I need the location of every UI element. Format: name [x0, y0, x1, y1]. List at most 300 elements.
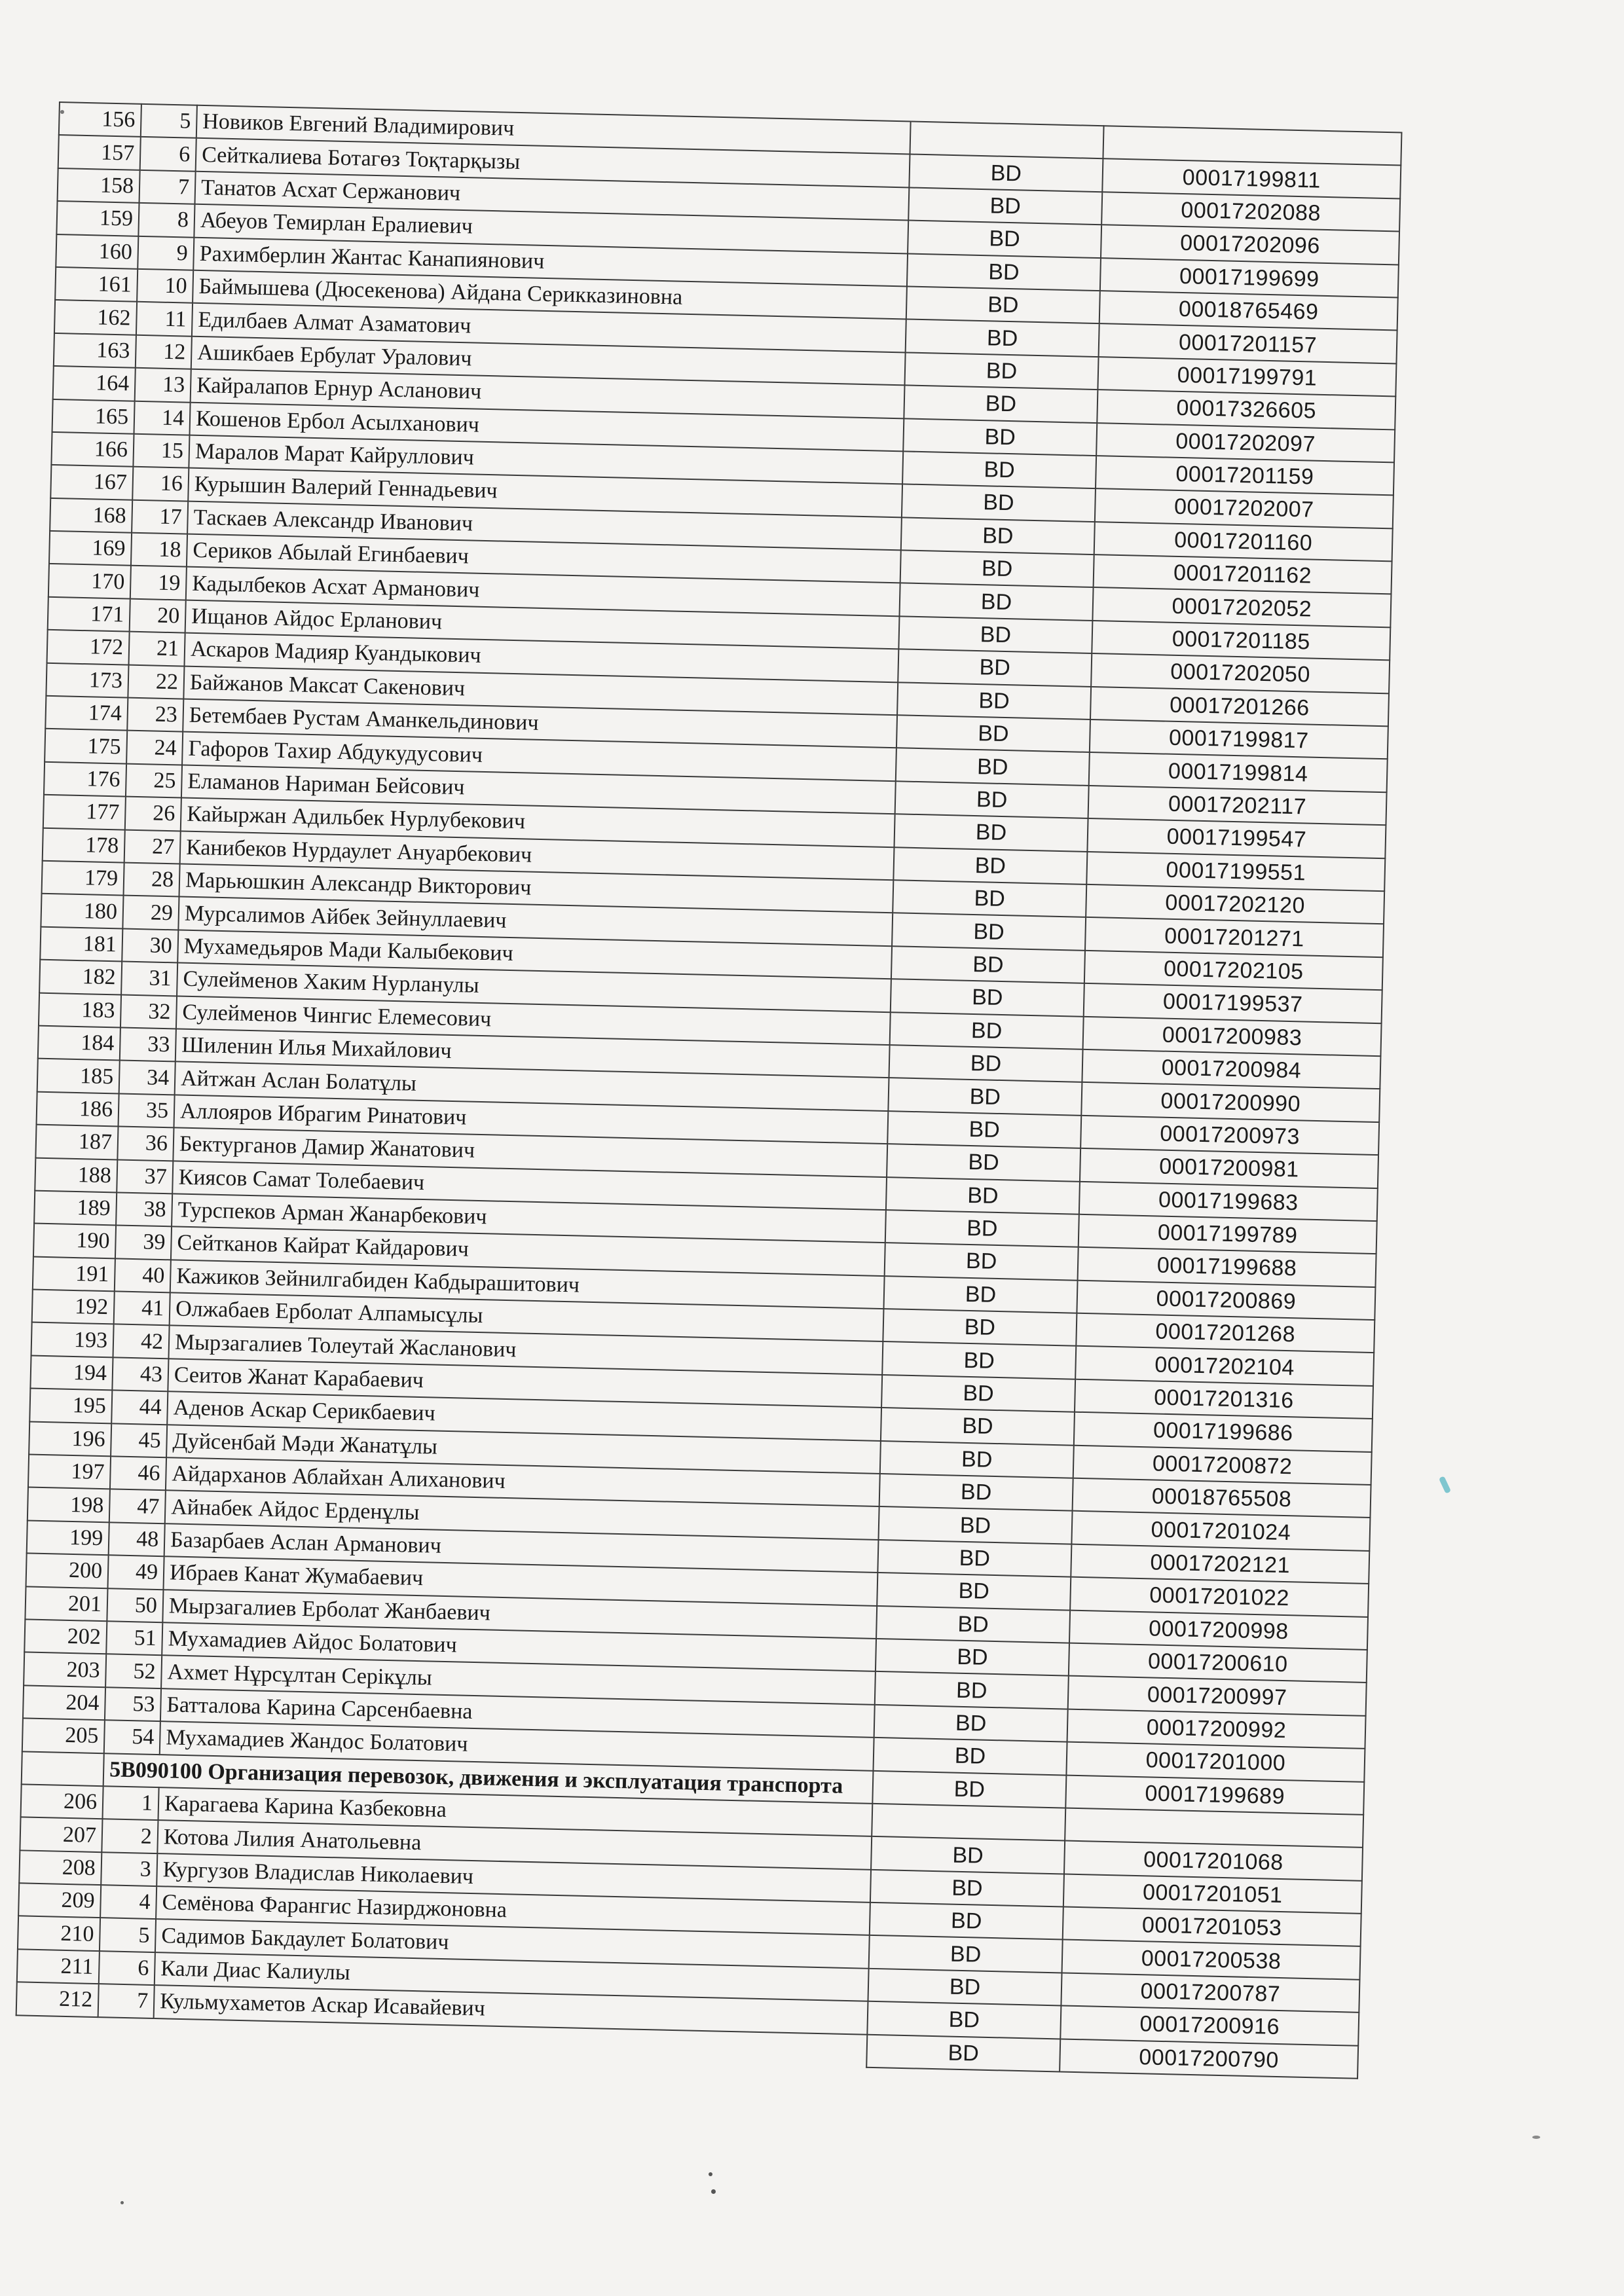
registration-number-cell: 00017202088: [1101, 192, 1400, 232]
row-number-cell: 156: [59, 102, 141, 137]
group-number-cell: 5: [100, 1918, 156, 1952]
code-cell: BD: [869, 1935, 1063, 1973]
group-number-cell: 25: [126, 763, 182, 797]
row-number-cell: 185: [37, 1059, 120, 1093]
student-name-cell: Шиленин Илья Михайлович: [175, 1029, 890, 1078]
registration-number-cell: 00017200990: [1081, 1082, 1380, 1122]
code-cell: BD: [893, 847, 1087, 884]
group-number-cell: 8: [138, 203, 194, 237]
student-name-cell: Еламанов Нариман Бейсович: [181, 765, 896, 814]
registration-number-cell: 00017201051: [1063, 1874, 1362, 1914]
row-number-cell: 161: [55, 267, 138, 302]
group-number-cell: 46: [110, 1456, 166, 1490]
group-number-cell: 43: [112, 1357, 168, 1391]
student-name-cell: Мухамедьяров Мади Калыбекович: [177, 930, 892, 979]
registration-number-cell: 00017200610: [1069, 1643, 1367, 1683]
code-cell: BD: [891, 979, 1084, 1016]
student-name-cell: Аденов Аскар Серикбаевич: [167, 1392, 881, 1441]
student-name-cell: Киясов Самат Толебаевич: [172, 1161, 887, 1210]
registration-number-cell: 00017202096: [1101, 225, 1399, 264]
student-name-cell: Едилбаев Алмат Азаматович: [192, 303, 906, 352]
row-number-cell: 177: [43, 795, 126, 829]
student-name-cell: Кали Диас Калиулы: [155, 1952, 869, 2001]
code-cell: BD: [883, 1309, 1077, 1346]
student-name-cell: Бектурганов Дамир Жанатович: [173, 1127, 887, 1176]
student-name-cell: Аллояров Ибрагим Ринатович: [174, 1095, 888, 1144]
row-number-cell: 163: [54, 333, 136, 368]
group-number-cell: 15: [133, 434, 189, 468]
row-number-cell: 174: [45, 696, 128, 731]
registration-number-cell: 00017199811: [1102, 159, 1401, 199]
group-number-cell: 44: [111, 1391, 168, 1425]
code-cell: BD: [871, 1836, 1065, 1874]
student-name-cell: Сулейменов Чингис Елемесович: [176, 996, 891, 1045]
code-cell: BD: [887, 1144, 1080, 1181]
section-number-cell: 00017199689: [1065, 1775, 1364, 1815]
student-name-cell: Ищанов Айдос Ерланович: [185, 600, 900, 649]
group-number-cell: 38: [116, 1192, 172, 1226]
code-cell: BD: [894, 814, 1088, 851]
code-cell: BD: [868, 1969, 1061, 2006]
student-name-cell: Абеуов Темирлан Ералиевич: [194, 204, 908, 253]
student-name-cell: Баймышева (Дюсекенова) Айдана Серикказиновна: [193, 270, 907, 319]
code-cell: BD: [880, 1441, 1074, 1478]
group-number-cell: 29: [122, 896, 179, 930]
group-number-cell: 7: [98, 1984, 155, 2018]
group-number-cell: 18: [131, 533, 187, 567]
row-number-cell: 169: [49, 531, 132, 566]
group-number-cell: 14: [134, 401, 191, 435]
registration-number-cell: 00017201160: [1094, 522, 1393, 562]
tail-empty-no: [16, 2015, 98, 2050]
code-cell: BD: [892, 913, 1086, 951]
student-name-cell: Айдарханов Аблайхан Алиханович: [166, 1457, 880, 1506]
group-number-cell: 6: [140, 137, 196, 171]
registration-number-cell: 00017201000: [1066, 1742, 1365, 1782]
code-cell: BD: [904, 386, 1098, 423]
student-name-cell: Кайралапов Ернур Асланович: [191, 369, 905, 418]
code-cell: BD: [889, 1045, 1082, 1082]
group-number-cell: 24: [126, 731, 183, 765]
group-number-cell: 11: [136, 302, 193, 336]
student-name-cell: Танатов Асхат Сержанович: [194, 172, 909, 221]
registration-number-cell: 00017199688: [1078, 1247, 1376, 1287]
code-cell: BD: [887, 1111, 1081, 1148]
scan-speck: [709, 2172, 712, 2176]
row-number-cell: 172: [47, 630, 130, 665]
row-number-cell: 165: [52, 399, 135, 433]
group-number-cell: 4: [100, 1885, 157, 1919]
student-name-cell: Сейткалиева Ботагөз Тоқтарқызы: [196, 138, 910, 187]
row-number-cell: 200: [26, 1554, 109, 1588]
code-cell: BD: [874, 1705, 1068, 1742]
student-name-cell: Котова Лилия Анатольевна: [157, 1820, 872, 1869]
code-cell: BD: [902, 451, 1096, 488]
group-number-cell: 37: [117, 1159, 173, 1194]
student-name-cell: Карагаева Карина Казбековна: [158, 1787, 872, 1836]
row-number-cell: 191: [33, 1256, 115, 1291]
registration-number-cell: 00017199791: [1098, 357, 1396, 397]
student-name-cell: Канибеков Нурдаулет Ануарбекович: [180, 831, 895, 880]
group-number-cell: 9: [138, 236, 194, 270]
row-number-cell: 198: [28, 1487, 110, 1522]
registration-number-cell: 00017201162: [1094, 555, 1392, 594]
group-number-cell: 52: [105, 1654, 162, 1688]
student-name-cell: Ахмет Нұрсұлтан Серікұлы: [161, 1656, 876, 1705]
registration-number-cell: 00017201268: [1076, 1313, 1375, 1353]
code-cell: BD: [904, 352, 1098, 390]
student-name-cell: Мурсалимов Айбек Зейнуллаевич: [178, 897, 893, 946]
code-cell: BD: [907, 253, 1101, 291]
code-cell: BD: [898, 616, 1092, 653]
registration-number-cell: 00017200538: [1062, 1940, 1361, 1980]
registration-number-cell: 00017201068: [1064, 1841, 1363, 1881]
register-rows-bottom: [16, 1784, 1363, 2045]
registration-number-cell: 00017201159: [1096, 456, 1394, 496]
registration-number-cell: 00017200983: [1083, 1016, 1382, 1056]
row-number-cell: 184: [38, 1026, 120, 1061]
group-number-cell: 51: [106, 1621, 162, 1655]
registration-number-cell: 00017200916: [1060, 2006, 1359, 2046]
registration-number-cell: 00017200973: [1080, 1116, 1379, 1156]
student-name-cell: Дуйсенбай Мәди Жанатұлы: [166, 1425, 881, 1474]
row-number-cell: 195: [29, 1389, 112, 1423]
tail-code-cell: BD: [866, 2034, 1060, 2071]
code-cell: BD: [895, 781, 1089, 818]
registration-number-cell: 00017199547: [1087, 818, 1386, 858]
code-cell: BD: [897, 682, 1091, 720]
code-cell: BD: [881, 1375, 1075, 1412]
code-cell: BD: [893, 880, 1086, 917]
row-number-cell: 211: [17, 1949, 100, 1984]
row-number-cell: 179: [42, 861, 124, 896]
registration-number-cell: 00017201271: [1085, 917, 1384, 957]
registration-number-cell: 00017202120: [1086, 884, 1384, 924]
code-cell: BD: [886, 1177, 1080, 1214]
row-number-cell: 164: [53, 366, 136, 401]
registration-number-cell: 00017201024: [1071, 1511, 1370, 1551]
row-number-cell: 196: [29, 1421, 111, 1456]
code-cell: BD: [899, 583, 1093, 621]
student-name-cell: Семёнова Фарангис Назирджоновна: [156, 1886, 870, 1935]
registration-number-cell: 00017200981: [1080, 1148, 1378, 1188]
registration-number-cell: 00017201185: [1092, 621, 1390, 661]
registration-number-cell: 00017201022: [1070, 1577, 1369, 1617]
code-cell: BD: [888, 1078, 1082, 1115]
row-number-cell: 178: [43, 828, 125, 862]
row-number-cell: 186: [37, 1091, 119, 1126]
row-number-cell: 166: [51, 432, 134, 467]
code-cell: BD: [881, 1408, 1075, 1445]
group-number-cell: 42: [113, 1324, 170, 1358]
section-blank-cell: [22, 1751, 104, 1786]
student-name-cell: Кульмухаметов Аскар Исавайевич: [154, 1985, 868, 2034]
tail-empty-sub: [97, 2017, 153, 2051]
group-number-cell: 13: [135, 368, 191, 402]
registration-number-cell: 00017202050: [1091, 653, 1390, 693]
row-number-cell: 160: [56, 234, 138, 269]
tail-number-cell: 00017200790: [1060, 2039, 1358, 2079]
code-cell: [910, 122, 1103, 159]
registration-number-cell: 00017201266: [1090, 687, 1389, 727]
registration-number-cell: 00017199817: [1090, 720, 1388, 759]
code-cell: BD: [875, 1671, 1069, 1709]
group-number-cell: 40: [115, 1258, 171, 1292]
register-rows-top: [22, 102, 1402, 1781]
group-number-cell: 7: [139, 170, 196, 204]
scanned-sheet: [15, 101, 1401, 2079]
code-cell: BD: [908, 187, 1102, 225]
registration-number-cell: 00017200872: [1073, 1445, 1372, 1485]
row-number-cell: 205: [22, 1719, 105, 1753]
group-number-cell: 19: [130, 566, 187, 600]
code-cell: BD: [885, 1243, 1079, 1280]
registration-number-cell: 00018765508: [1073, 1478, 1371, 1518]
row-number-cell: 175: [45, 729, 127, 763]
student-register-table: [15, 101, 1403, 2079]
student-name-cell: Кайыржан Адильбек Нурлубекович: [181, 798, 895, 847]
group-number-cell: 20: [130, 599, 186, 633]
group-number-cell: 6: [99, 1951, 155, 1985]
student-name-cell: Мухамадиев Жандос Болатович: [160, 1721, 874, 1770]
student-name-cell: Мырзагалиев Толеутай Жасланович: [168, 1326, 883, 1375]
student-name-cell: Олжабаев Ерболат Алпамысұлы: [170, 1292, 884, 1341]
student-name-cell: Сериков Абылай Егинбаевич: [187, 534, 901, 583]
row-number-cell: 212: [16, 1982, 99, 2017]
code-cell: BD: [876, 1639, 1069, 1676]
row-number-cell: 180: [41, 894, 123, 928]
scan-speck: [60, 110, 64, 114]
group-number-cell: 27: [124, 829, 181, 864]
group-number-cell: 49: [107, 1555, 164, 1589]
scan-speck: [120, 2201, 124, 2204]
row-number-cell: 202: [24, 1619, 107, 1654]
student-name-cell: Айтжан Аслан Болатұлы: [175, 1062, 889, 1111]
registration-number-cell: 00017202104: [1075, 1346, 1374, 1386]
registration-number-cell: 00017202121: [1071, 1544, 1369, 1584]
row-number-cell: 201: [25, 1586, 107, 1621]
code-cell: BD: [898, 649, 1092, 687]
row-number-cell: 197: [28, 1455, 111, 1489]
row-number-cell: 183: [39, 993, 121, 1027]
registration-number-cell: 00018765469: [1099, 291, 1398, 331]
registration-number-cell: 00017201316: [1075, 1379, 1373, 1419]
registration-number-cell: 00017199814: [1089, 752, 1388, 792]
group-number-cell: 36: [117, 1127, 174, 1161]
row-number-cell: 157: [58, 135, 141, 170]
registration-number-cell: 00017200984: [1082, 1049, 1380, 1089]
student-name-cell: Марьюшкин Александр Викторович: [179, 864, 893, 913]
group-number-cell: 5: [141, 104, 197, 138]
code-cell: BD: [896, 748, 1090, 786]
row-number-cell: 199: [27, 1520, 109, 1555]
group-number-cell: 21: [129, 632, 185, 666]
group-number-cell: 12: [136, 335, 192, 369]
registration-number-cell: 00017200998: [1069, 1610, 1368, 1650]
section-title: 5В090100 Организация перевозок, движения и эксплуатация транспорта: [103, 1753, 874, 1804]
student-name-cell: Кажиков Зейнилгабиден Кабдырашитович: [170, 1260, 885, 1309]
code-cell: BD: [877, 1573, 1071, 1610]
code-cell: BD: [901, 517, 1095, 555]
code-cell: BD: [876, 1606, 1070, 1643]
student-name-cell: Базарбаев Аслан Арманович: [164, 1523, 879, 1573]
code-cell: BD: [909, 155, 1103, 192]
registration-number-cell: 00017202052: [1092, 587, 1391, 627]
row-number-cell: 209: [18, 1883, 101, 1918]
row-number-cell: 206: [21, 1784, 103, 1819]
row-number-cell: 193: [31, 1322, 114, 1357]
code-cell: BD: [867, 2001, 1061, 2039]
row-number-cell: 170: [48, 564, 131, 598]
row-number-cell: 167: [50, 465, 133, 500]
student-name-cell: Новиков Евгений Владимирович: [196, 105, 911, 155]
code-cell: BD: [902, 484, 1096, 522]
student-name-cell: Рахимберлин Жантас Канапиянович: [193, 237, 908, 286]
code-cell: BD: [870, 1870, 1064, 1907]
code-cell: [872, 1804, 1065, 1841]
row-number-cell: 187: [35, 1125, 118, 1159]
student-name-cell: Ашикбаев Ербулат Уралович: [191, 336, 906, 385]
row-number-cell: 176: [44, 762, 126, 797]
scan-speck: [711, 2189, 716, 2194]
row-number-cell: 181: [40, 926, 122, 961]
group-number-cell: 23: [127, 698, 183, 732]
student-name-cell: Мухамадиев Айдос Болатович: [162, 1622, 876, 1671]
row-number-cell: 189: [34, 1190, 117, 1225]
student-name-cell: Бетембаев Рустам Аманкельдинович: [183, 699, 897, 748]
registration-number-cell: 00017202105: [1084, 951, 1383, 991]
row-number-cell: 173: [46, 663, 128, 697]
code-cell: BD: [878, 1506, 1072, 1544]
group-number-cell: 2: [101, 1819, 158, 1853]
registration-number-cell: 00017202117: [1088, 786, 1387, 826]
student-name-cell: Кургузов Владислав Николаевич: [157, 1853, 871, 1903]
student-name-cell: Кошенов Ербол Асылханович: [189, 402, 904, 451]
registration-number-cell: 00017202007: [1095, 488, 1393, 528]
row-number-cell: 203: [24, 1652, 106, 1687]
row-number-cell: 190: [33, 1224, 116, 1258]
row-number-cell: 208: [19, 1850, 101, 1885]
code-cell: BD: [900, 550, 1094, 587]
code-cell: BD: [906, 286, 1100, 323]
group-number-cell: 3: [101, 1852, 157, 1886]
registration-number-cell: 00017201053: [1063, 1907, 1361, 1947]
registration-number-cell: 00017199551: [1086, 852, 1385, 892]
code-cell: BD: [906, 319, 1099, 357]
code-cell: BD: [896, 715, 1090, 752]
group-number-cell: 48: [109, 1522, 165, 1556]
group-number-cell: 53: [105, 1687, 161, 1721]
group-number-cell: 47: [109, 1489, 166, 1523]
group-number-cell: 41: [114, 1291, 170, 1325]
registration-number-cell: 00017200869: [1077, 1280, 1375, 1320]
registration-number-cell: 00017202097: [1096, 423, 1395, 463]
registration-number-cell: 00017199686: [1074, 1412, 1373, 1452]
group-number-cell: 33: [120, 1027, 176, 1061]
student-name-cell: Кадылбеков Асхат Арманович: [186, 567, 900, 616]
group-number-cell: 32: [120, 994, 177, 1029]
student-name-cell: Айнабек Айдос Ерденұлы: [165, 1491, 879, 1540]
group-number-cell: 50: [107, 1588, 163, 1622]
student-name-cell: Гафоров Тахир Абдукудусович: [182, 732, 896, 781]
group-number-cell: 35: [119, 1093, 175, 1127]
row-number-cell: 158: [58, 168, 140, 203]
row-number-cell: 192: [32, 1290, 115, 1324]
code-cell: BD: [883, 1276, 1077, 1313]
group-number-cell: 34: [119, 1061, 175, 1095]
code-cell: BD: [891, 946, 1085, 983]
student-name-cell: Сейтканов Кайрат Кайдарович: [171, 1227, 885, 1276]
code-cell: BD: [873, 1738, 1067, 1775]
row-number-cell: 207: [20, 1817, 102, 1852]
scan-speck: [1532, 2136, 1540, 2139]
student-name-cell: Ибраев Канат Жумабаевич: [163, 1556, 877, 1605]
registration-number-cell: 00017200787: [1061, 1973, 1359, 2013]
code-cell: BD: [885, 1210, 1079, 1247]
group-number-cell: 31: [121, 962, 177, 996]
row-number-cell: 162: [54, 300, 137, 335]
group-number-cell: 26: [125, 797, 181, 831]
code-cell: BD: [882, 1341, 1076, 1379]
row-number-cell: 159: [56, 201, 139, 236]
group-number-cell: 22: [128, 665, 184, 699]
code-cell: BD: [890, 1012, 1084, 1049]
group-number-cell: 28: [124, 863, 180, 897]
code-cell: BD: [879, 1474, 1073, 1511]
student-name-cell: Маралов Марат Кайруллович: [189, 435, 903, 484]
registration-number-cell: 00017199537: [1084, 983, 1382, 1023]
registration-number-cell: 00017326605: [1097, 390, 1395, 429]
row-number-cell: 188: [35, 1157, 117, 1192]
section-code-cell: BD: [872, 1770, 1066, 1808]
scan-speck: [1439, 1476, 1451, 1493]
student-name-cell: Сулейменов Хаким Нурланулы: [177, 963, 891, 1012]
group-number-cell: 30: [122, 928, 178, 962]
registration-number-cell: 00017201157: [1099, 323, 1397, 363]
registration-number-cell: 00017199699: [1100, 258, 1399, 298]
code-cell: BD: [877, 1540, 1071, 1577]
row-number-cell: 210: [18, 1916, 100, 1951]
registration-number-cell: 00017199789: [1079, 1214, 1377, 1254]
student-name-cell: Сеитов Жанат Карабаевич: [168, 1358, 882, 1408]
group-number-cell: 17: [132, 500, 188, 534]
group-number-cell: 10: [137, 269, 193, 303]
registration-number-cell: 00017199683: [1079, 1181, 1378, 1221]
student-name-cell: Байжанов Максат Сакенович: [183, 666, 898, 715]
registration-number-cell: 00017200992: [1067, 1709, 1366, 1749]
student-name-cell: Турспеков Арман Жанарбекович: [172, 1194, 886, 1243]
row-number-cell: 204: [23, 1685, 105, 1720]
group-number-cell: 39: [115, 1226, 172, 1260]
group-number-cell: 45: [111, 1423, 167, 1457]
student-name-cell: Курышин Валерий Геннадьевич: [188, 468, 902, 517]
student-name-cell: Аскаров Мадияр Куандыкович: [184, 633, 898, 682]
group-number-cell: 54: [104, 1720, 160, 1754]
student-name-cell: Таскаев Александр Иванович: [187, 501, 902, 550]
code-cell: BD: [903, 418, 1097, 456]
student-name-cell: Мырзагалиев Ерболат Жанбаевич: [162, 1590, 877, 1639]
group-number-cell: 16: [132, 467, 189, 501]
row-number-cell: 168: [50, 498, 132, 533]
student-name-cell: Батталова Карина Сарсенбаевна: [160, 1688, 875, 1738]
row-number-cell: 194: [30, 1355, 113, 1390]
row-number-cell: 171: [48, 597, 130, 632]
code-cell: BD: [908, 221, 1101, 258]
row-number-cell: 182: [39, 960, 122, 994]
student-name-cell: Садимов Бакдаулет Болатович: [155, 1920, 870, 1969]
group-number-cell: 1: [102, 1786, 158, 1820]
code-cell: BD: [870, 1903, 1063, 1940]
